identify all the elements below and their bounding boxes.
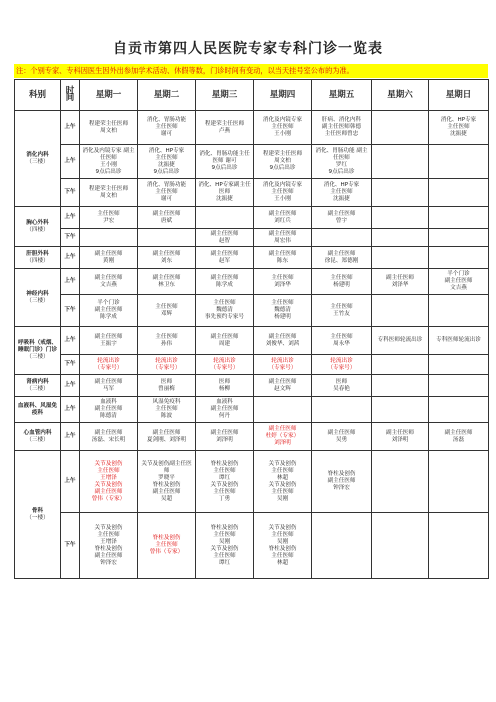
schedule-cell: 副主任医师 林卫东: [138, 269, 196, 295]
department-name: 呼吸科（戒烟、睡眠门诊）门诊: [17, 340, 58, 353]
schedule-cell: 消化、HP专家 主任医师 沈振捷 9点后出诊: [138, 145, 196, 179]
period-cell: 下午: [61, 295, 80, 327]
column-header: 星期五: [312, 80, 372, 111]
period-cell: 上午: [61, 207, 80, 229]
schedule-row: [15, 513, 489, 579]
department-name: 消化内科: [26, 151, 49, 158]
department-cell: [15, 111, 61, 207]
schedule-cell: 副主任医师 陈东: [254, 247, 312, 269]
column-header: 星期日: [429, 80, 489, 111]
schedule-cell: 轮流出诊 （专家号）: [196, 355, 254, 375]
schedule-row: [15, 207, 489, 229]
schedule-cell: 副主任医师 周宏伟: [254, 229, 312, 247]
schedule-row: [15, 179, 489, 207]
schedule-cell: 医师 曾丽梅: [138, 375, 196, 397]
schedule-cell: 程建荣主任医师 周文柏: [80, 111, 138, 145]
schedule-cell: 关节及创伤 主任医师 王增泽 关节及创伤 副主任医师 曾伟（专家）: [80, 451, 138, 513]
schedule-cell: 副主任医师 徐昆、郑德刚: [312, 247, 372, 269]
department-cell: [15, 269, 61, 327]
schedule-cell: 风湿免疫科 主任医师 陈波: [138, 397, 196, 423]
schedule-cell: 主任医师 孙伟: [138, 327, 196, 355]
period-cell: 下午: [61, 179, 80, 207]
schedule-cell: [429, 145, 489, 179]
schedule-cell: [429, 295, 489, 327]
schedule-row: [15, 423, 489, 451]
schedule-cell: 关节及创伤 主任医师 吴刚 脊柱及创伤 主任医师 林超: [254, 513, 312, 579]
department-name: 肝胆外科: [26, 250, 49, 257]
department-floor: （四楼）: [26, 226, 49, 233]
schedule-row: [15, 295, 489, 327]
schedule-cell: 轮流出诊 （专家号）: [80, 355, 138, 375]
schedule-cell: 消化及内镜专家 主任医师 王小刚: [254, 111, 312, 145]
schedule-row: [15, 111, 489, 145]
department-floor: （一楼）: [26, 514, 49, 521]
schedule-cell: [429, 179, 489, 207]
schedule-cell: 副主任医师 王振宇: [80, 327, 138, 355]
schedule-row: [15, 451, 489, 513]
period-cell: 上午: [61, 423, 80, 451]
schedule-cell: 副主任医师 刘红兵: [254, 207, 312, 229]
schedule-cell: [429, 451, 489, 513]
column-header: 星期二: [138, 80, 196, 111]
schedule-cell: 专科医师轮流出诊: [372, 327, 429, 355]
department-cell: [15, 375, 61, 397]
schedule-cell: 副主任医师 黄刚: [80, 247, 138, 269]
schedule-cell: [372, 397, 429, 423]
schedule-cell: 副主任医师 唐斌: [138, 207, 196, 229]
column-header: 科别: [15, 80, 61, 111]
schedule-cell: 副主任医师 汤磊: [429, 423, 489, 451]
department-name: 肾病内科: [26, 378, 49, 385]
department-cell: [15, 247, 61, 269]
department-floor: （三楼）: [26, 385, 49, 392]
schedule-cell: [372, 451, 429, 513]
schedule-cell: 肝病、消化内科 副主任医师韩德 主任医师曾忠: [312, 111, 372, 145]
schedule-cell: 主任医师 杨建明: [312, 269, 372, 295]
period-cell: 上午: [61, 375, 80, 397]
column-header: 星期三: [196, 80, 254, 111]
schedule-row: [15, 327, 489, 355]
department-cell: [15, 397, 61, 423]
schedule-cell: 消化、胃肠功能 主任医师 谢可: [138, 111, 196, 145]
schedule-cell: 副主任医师 周建: [196, 327, 254, 355]
column-header: 星期四: [254, 80, 312, 111]
department-cell: [15, 207, 61, 247]
period-cell: 上午: [61, 111, 80, 145]
schedule-cell: [429, 375, 489, 397]
schedule-cell: 主任医师 王竹友: [312, 295, 372, 327]
department-name: 心血管内科: [23, 429, 52, 436]
schedule-cell: [372, 111, 429, 145]
schedule-cell: [429, 247, 489, 269]
schedule-cell: 副主任医师 赵文辉: [254, 375, 312, 397]
department-floor: （三楼）: [26, 158, 49, 165]
schedule-cell: 主任医师 周永华: [312, 327, 372, 355]
department-floor: （四楼）: [26, 257, 49, 264]
schedule-cell: 医师 吴春艳: [312, 375, 372, 397]
schedule-row: [15, 269, 489, 295]
schedule-cell: 轮流出诊 （专家号）: [138, 355, 196, 375]
schedule-cell: 消化、HP专家副主任医师 沈振捷: [196, 179, 254, 207]
period-cell: 下午: [61, 229, 80, 247]
period-cell: 下午: [61, 355, 80, 375]
schedule-cell: [372, 247, 429, 269]
schedule-cell: 主任医师 刘泽华: [254, 269, 312, 295]
schedule-cell: [429, 397, 489, 423]
schedule-cell: 副主任医师 刘俊华、刘茜: [254, 327, 312, 355]
schedule-cell: 主任医师 尹宏: [80, 207, 138, 229]
schedule-cell: 轮流出诊 （专家号）: [312, 355, 372, 375]
schedule-row: [15, 229, 489, 247]
schedule-cell: 消化、胃肠功能主任医师 谢可 9点后出诊: [196, 145, 254, 179]
schedule-cell: 半个门诊 副主任医师 陈学成: [80, 295, 138, 327]
period-cell: 上午: [61, 327, 80, 355]
department-floor: （三楼）: [26, 297, 49, 304]
schedule-cell: [372, 355, 429, 375]
department-name: 血液科、风湿免疫科: [17, 402, 58, 416]
period-cell: 上午: [61, 269, 80, 295]
schedule-cell: 专科医师轮流出诊: [429, 327, 489, 355]
schedule-cell: [372, 229, 429, 247]
schedule-cell: 副主任医师 文吉燕: [80, 269, 138, 295]
schedule-cell: 关节及创伤 主任医师 林超 关节及创伤 主任医师 吴刚: [254, 451, 312, 513]
schedule-cell: 程建荣主任医师 周文柏 9点后出诊: [254, 145, 312, 179]
schedule-cell: [312, 229, 372, 247]
period-cell: 上午: [61, 247, 80, 269]
schedule-cell: 副主任医师 赵军: [196, 247, 254, 269]
column-header: 星期一: [80, 80, 138, 111]
schedule-cell: 副主任医师 赵智: [196, 229, 254, 247]
department-name: 骨科: [31, 507, 44, 514]
schedule-cell: 副主任医师 吴勇: [312, 423, 372, 451]
schedule-row: [15, 145, 489, 179]
schedule-cell: 脊柱及创伤 主任医师 吴刚 关节及创伤 主任医师 谭红: [196, 513, 254, 579]
period-cell: 上午: [61, 397, 80, 423]
schedule-cell: [312, 513, 372, 579]
schedule-cell: [372, 295, 429, 327]
schedule-cell: [372, 375, 429, 397]
schedule-cell: 血液科 副主任医师 陈德清: [80, 397, 138, 423]
period-cell: 上午: [61, 451, 80, 513]
notice-banner: 注：个别专家、专科因医生因外出参加学术活动、休假等数，门诊时间有变动，以当天挂号室公布的为准。: [14, 64, 488, 78]
schedule-cell: 副主任医师 刘东: [138, 247, 196, 269]
schedule-cell: [429, 207, 489, 229]
schedule-cell: 副主任医师 刘泽明: [196, 423, 254, 451]
department-cell: [15, 451, 61, 579]
schedule-table: [14, 79, 489, 579]
department-cell: [15, 423, 61, 451]
schedule-cell: 消化、胃肠功能 主任医师 谢可: [138, 179, 196, 207]
schedule-row: [15, 375, 489, 397]
schedule-cell: 副主任医师 刘泽明: [372, 423, 429, 451]
schedule-cell: 副主任医师 马军: [80, 375, 138, 397]
schedule-cell: 副主任医师 汤磊、宋长明: [80, 423, 138, 451]
department-floor: （三楼）: [26, 436, 49, 443]
schedule-cell: 副主任医师 杜婷（专家） 刘泽明: [254, 423, 312, 451]
department-cell: [15, 327, 61, 375]
schedule-cell: [80, 229, 138, 247]
schedule-cell: 副主任医师 陈学成: [196, 269, 254, 295]
schedule-cell: [372, 207, 429, 229]
schedule-cell: 主任医师 魏德清 事先预约专家号: [196, 295, 254, 327]
schedule-cell: 副主任医师 刘泽华: [372, 269, 429, 295]
schedule-cell: [429, 229, 489, 247]
schedule-cell: 程建荣主任医师 卢燕: [196, 111, 254, 145]
schedule-cell: 消化、HP专家 主任医师 沈振捷: [429, 111, 489, 145]
schedule-cell: [372, 145, 429, 179]
schedule-cell: [254, 397, 312, 423]
schedule-cell: 关节及创伤副主任医师 罗晓平 脊柱及创伤 副主任医师 吴超: [138, 451, 196, 513]
schedule-cell: 消化及内镜专家 副主任医师 王小刚 9点后出诊: [80, 145, 138, 179]
schedule-cell: 消化及内镜专家 主任医师 王小刚: [254, 179, 312, 207]
schedule-cell: [138, 229, 196, 247]
schedule-row: [15, 247, 489, 269]
schedule-cell: 主任医师 邓辉: [138, 295, 196, 327]
schedule-cell: 脊柱及创伤 主任医师 谭红 关节及创伤 主任医师 丁勇: [196, 451, 254, 513]
schedule-cell: [372, 513, 429, 579]
schedule-cell: [312, 397, 372, 423]
schedule-cell: 消化、HP专家 主任医师 沈振捷: [312, 179, 372, 207]
department-floor: （三楼）: [26, 354, 49, 360]
schedule-cell: 半个门诊 副主任医师 文吉燕: [429, 269, 489, 295]
schedule-cell: 消化、胃肠功能 副主任医师 罗红 9点后出诊: [312, 145, 372, 179]
schedule-cell: 脊柱及创伤 副主任医师 钟泽宏: [312, 451, 372, 513]
department-name: 神经内科: [26, 290, 49, 297]
schedule-cell: 副主任医师 曾宇: [312, 207, 372, 229]
schedule-cell: 主任医师 魏德清 杨建明: [254, 295, 312, 327]
schedule-cell: 血液科 副主任医师 何丹: [196, 397, 254, 423]
schedule-cell: 轮流出诊 （专家号）: [254, 355, 312, 375]
department-name: 胸心外科: [26, 219, 49, 226]
schedule-cell: [429, 513, 489, 579]
schedule-row: [15, 397, 489, 423]
schedule-cell: 医师 杨柳: [196, 375, 254, 397]
schedule-cell: 脊柱及创伤 主任医师 曾伟（专家）: [138, 513, 196, 579]
schedule-row: [15, 355, 489, 375]
schedule-cell: 关节及创伤 主任医师 王增泽 脊柱及创伤 副主任医师 钟泽宏: [80, 513, 138, 579]
period-cell: 上午: [61, 145, 80, 179]
column-header: 时间: [61, 80, 80, 111]
column-header: 星期六: [372, 80, 429, 111]
period-cell: 下午: [61, 513, 80, 579]
header-row: [15, 80, 489, 111]
schedule-cell: [372, 179, 429, 207]
schedule-cell: 副主任医师 夏剑刚、刘泽明: [138, 423, 196, 451]
schedule-cell: 程建荣主任医师 周文柏: [80, 179, 138, 207]
schedule-cell: [429, 355, 489, 375]
schedule-cell: [196, 207, 254, 229]
page-title: 自贡市第四人民医院专家专科门诊一览表: [113, 41, 383, 57]
